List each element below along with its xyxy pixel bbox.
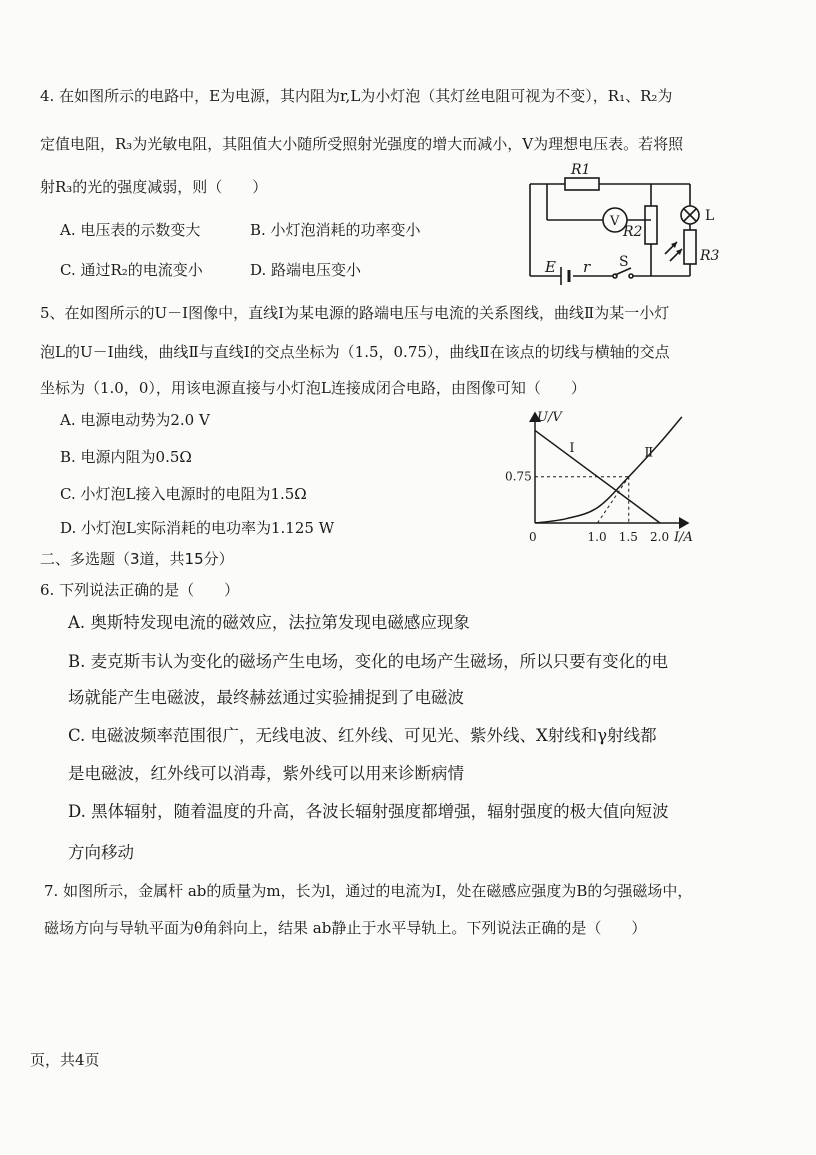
label-r3: R3 [700,248,720,264]
q6-option-c-line2: 是电磁波，红外线可以消毒，紫外线可以用来诊断病情 [68,764,464,783]
resistor-r2 [645,206,657,244]
q5-line2: 泡L的U－I曲线，曲线Ⅱ与直线Ⅰ的交点坐标为（1.5，0.75），曲线Ⅱ在该点的切线与横轴的交点 [40,343,670,361]
q6-option-c-line1: C. 电磁波频率范围很广，无线电波、红外线、可见光、紫外线、X射线和γ射线都 [68,726,657,745]
label-r1: R1 [571,162,591,178]
q4-option-a: A. 电压表的示数变大 [60,221,201,239]
q4-line1: 4. 在如图所示的电路中，E为电源，其内阻为r,L为小灯泡（其灯丝电阻可视为不变），R₁、R₂为 [40,87,673,105]
x-axis-label: I/A [674,530,693,545]
resistor-r3 [684,230,696,264]
q6-option-d-line2: 方向移动 [68,843,134,862]
label-r: r [583,258,591,276]
label-r2: R2 [623,224,643,240]
resistor-r1 [565,178,599,190]
page-footer: 页，共4页 [30,1051,100,1069]
x-tick-label: 2.0 [650,530,670,544]
y-axis-label: U/V [537,410,562,425]
x-tick-label: 1.5 [618,530,638,544]
tangent-line [598,477,629,523]
q6-option-d-line1: D. 黑体辐射，随着温度的升高，各波长辐射强度都增强，辐射强度的极大值向短波 [68,802,669,821]
label-e: E [545,258,556,276]
q7-line1: 7. 如图所示，金属杆 ab的质量为m，长为l，通过的电流为I，处在磁感应强度为B的匀强磁场中， [44,882,693,900]
q5-option-b: B. 电源内阻为0.5Ω [60,448,192,466]
u-i-chart [500,405,710,545]
series-label-i: Ⅰ [569,441,575,457]
x-tick-label: 1.0 [587,530,607,544]
circuit-diagram [525,162,735,282]
q4-line2: 定值电阻，R₃为光敏电阻，其阻值大小随所受照射光强度的增大而减小，V为理想电压表。若将照 [40,135,684,153]
q6-stem: 6. 下列说法正确的是（ ） [40,581,240,599]
q5-line3: 坐标为（1.0，0），用该电源直接与小灯泡L连接成闭合电路，由图像可知（ ） [40,379,586,397]
origin-tick: 0 [529,530,537,544]
section-2-heading: 二、多选题（3道，共15分） [40,550,234,568]
q5-option-d: D. 小灯泡L实际消耗的电功率为1.125 W [60,519,335,537]
q6-option-b-line1: B. 麦克斯韦认为变化的磁场产生电场，变化的电场产生磁场，所以只要有变化的电 [68,652,669,671]
q4-option-d: D. 路端电压变小 [250,261,362,279]
series-label-ii: Ⅱ [644,445,654,461]
q5-option-a: A. 电源电动势为2.0 V [60,411,210,429]
q5-line1: 5、在如图所示的U－I图像中，直线Ⅰ为某电源的路端电压与电流的关系图线，曲线Ⅱ为某一小灯 [40,304,670,322]
q6-option-b-line2: 场就能产生电磁波，最终赫兹通过实验捕捉到了电磁波 [68,688,464,707]
label-l: L [705,208,715,224]
q5-option-c: C. 小灯泡L接入电源时的电阻为1.5Ω [60,485,307,503]
label-v: V [610,214,620,229]
q4-line3: 射R₃的光的强度减弱，则（ ） [40,178,268,196]
q4-option-c: C. 通过R₂的电流变小 [60,261,203,279]
q6-option-a: A. 奥斯特发现电流的磁效应，法拉第发现电磁感应现象 [68,613,470,632]
label-s: S [619,254,629,270]
y-tick-label: 0.75 [505,469,532,484]
q4-option-b: B. 小灯泡消耗的功率变小 [250,221,421,239]
q7-line2: 磁场方向与导轨平面为θ角斜向上，结果 ab静止于水平导轨上。下列说法正确的是（ ） [44,919,647,937]
